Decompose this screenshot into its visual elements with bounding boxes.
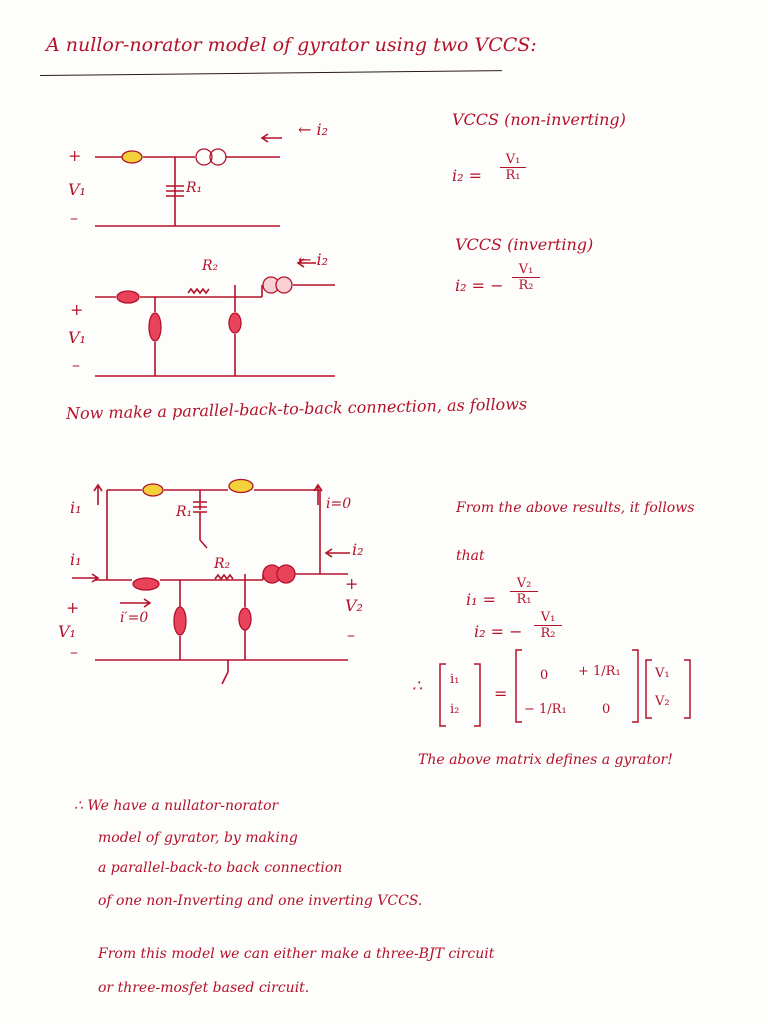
result-i2-num: V₁ [534,610,562,626]
result-i1-num: V₂ [510,576,538,592]
c2-minus: – [72,355,80,374]
c2-plus: + [70,300,84,319]
vccs-noninverting-lhs: i₂ = [452,166,483,185]
c3-i-prime-zero-label: i′=0 [120,610,149,626]
page-title: A nullor-norator model of gyrator using two VCCS: [46,34,537,56]
summary-line3: a parallel-back-to back connection [98,860,343,876]
c3-v2-label: V₂ [345,596,363,615]
c1-v1: V₁ [68,180,86,199]
c3-i-zero-label: i=0 [326,496,352,512]
matrix-equals: = [494,684,508,703]
vector-i1: i₁ [450,672,460,687]
c1-current-label: ← i₂ [298,120,329,139]
c2-v1: V₁ [68,328,86,347]
c2-current-label: ← i₂ [298,250,329,269]
vccs-inverting-heading: VCCS (inverting) [455,235,594,254]
vector-v1: V₁ [655,666,670,681]
c3-v1-label: V₁ [58,622,76,641]
c1-minus: – [70,208,78,227]
summary-line1: ∴ We have a nullator-norator [74,798,279,814]
vccs-inverting-num: V₁ [512,262,540,278]
results-intro-line2: that [456,548,485,564]
vccs-noninverting-num: V₁ [500,152,526,168]
c3-i2-label: i₂ [352,540,364,559]
matrix-m12: + 1/R₁ [578,664,621,679]
c3-minus-left: – [70,642,78,661]
c1-r1-label: R₁ [186,180,203,196]
c3-i1-top-label: i₁ [70,498,82,517]
matrix-m22: 0 [602,702,611,717]
c3-i1-label: i₁ [70,550,82,569]
c3-r1-label: R₁ [176,504,193,520]
c3-plus-right: + [345,574,359,593]
result-i1-lhs: i₁ = [466,590,497,609]
vccs-inverting-lhs: i₂ = − [455,276,504,295]
c2-r2-label: R₂ [202,258,219,274]
vector-v2: V₂ [655,694,670,709]
result-i1-den: R₁ [516,592,532,607]
connection-note: Now make a parallel-back-to-back connection, as follows [65,394,528,423]
results-intro-line1: From the above results, it follows [456,500,695,516]
result-i2-den: R₂ [540,626,556,641]
matrix-m21: − 1/R₁ [524,702,567,717]
summary-line4: of one non-Inverting and one inverting VCCS. [98,893,423,909]
footer-line1: From this model we can either make a three-BJT circuit [98,946,495,962]
result-i2-lhs: i₂ = − [474,622,523,641]
summary-line2: model of gyrator, by making [98,830,298,846]
c1-plus: + [68,146,82,165]
matrix-therefore: ∴ [412,676,423,695]
vccs-noninverting-den: R₁ [505,168,521,183]
vccs-inverting-den: R₂ [518,278,534,293]
c3-minus-right: – [347,625,355,644]
footer-line2: or three-mosfet based circuit. [98,980,310,996]
vccs-noninverting-heading: VCCS (non-inverting) [452,110,626,129]
vector-i2: i₂ [450,702,460,717]
matrix-conclusion: The above matrix defines a gyrator! [418,752,673,768]
matrix-m11: 0 [540,668,549,683]
c3-plus-left: + [66,598,80,617]
c3-r2-label: R₂ [214,556,231,572]
